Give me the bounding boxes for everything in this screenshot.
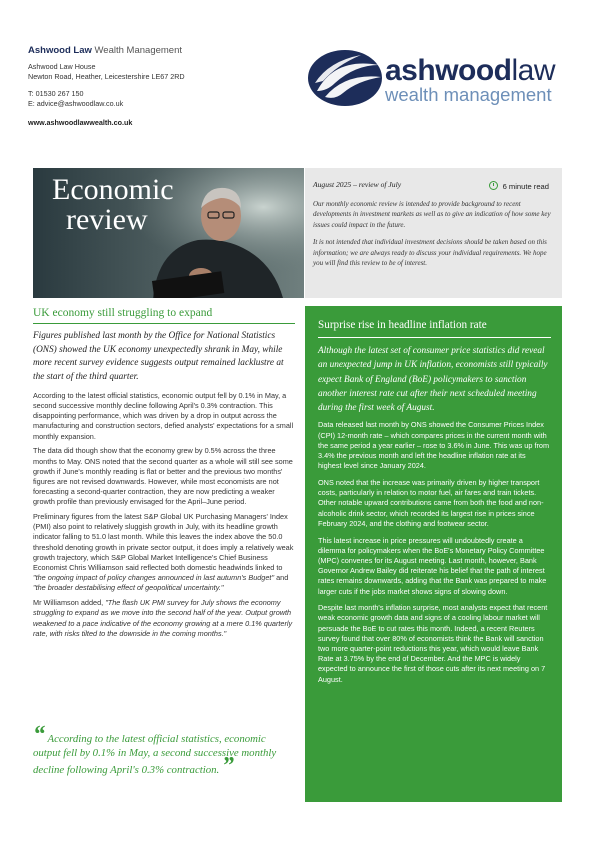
- left-paragraph-2: The data did though show that the economy grew by 0.5% across the three months to May. ONS noted that the second quarter as a whole will still see some growth if June's monthly reading is flat or better and the previous two months' figures are not revised downwards. However, while most economists are not forecasting a second-quarter contraction, they are now predicting a weaker growth profile than previously envisaged for the April–June period.: [33, 446, 293, 507]
- logo-wordmark: [385, 56, 555, 105]
- right-paragraph-2: ONS noted that the increase was primarily driven by higher transport costs, particularly in relation to motor fuel, air fares and train tickets. Other notable upward contributions came from both the food and non-alcoholic drink sector, which recorded its largest rise in prices since February 2024, and the clothing and footwear sector.: [318, 478, 544, 528]
- intro-text: [313, 199, 556, 275]
- left-p3-quote-2: "the broader destabilising effect of geopolitical uncertainty.": [33, 583, 224, 593]
- right-paragraph-3: This latest increase in price pressures will undoubtedly create a dilemma for policymakers when the BoE's Monetary Policy Committee (MPC) convenes for its August meeting. Last month, however, Bank Governor Andrew Bailey did reiterate his belief that the path of interest rates remains downwards, adding that the Bank was prepared to make larger cuts if the jobs market shows signs of slowing down.: [318, 535, 547, 596]
- open-quote-icon: “: [33, 722, 45, 748]
- firm-name: [28, 44, 298, 57]
- left-article: [33, 306, 295, 643]
- close-quote-icon: ”: [221, 752, 234, 779]
- left-paragraph-4: [33, 598, 295, 639]
- left-p3-text-a: Preliminary figures from the latest S&P Global UK Purchasing Managers' Index (PMI) also point to relatively sluggish growth in July, with its headline growth indicator falling to 51.0 last month. While this leaves the index above the 50.0 threshold denoting growth in private sector output, it does imply a relatively weak growth trajectory, which S&P Global Market Intelligence's Chief Business Economist Chris Williamson said reflected both domestic headwinds linked to: [33, 512, 294, 573]
- pull-quote-text: According to the latest official statistics, economic output fell by 0.1% in May, a second successive monthly decline following April's 0.3% contraction.: [33, 733, 277, 776]
- right-paragraph-4: Despite last month's inflation surprise, most analysts expect that recent weak economic growth data and signs of a cooling labour market will persuade the BoE to cut rates this month. Indeed, a recent Reuters survey found that over 80% of economists think the Bank will sanction two more quarter-point reductions this year, which would leave Bank Rate at 3.75% by the end of December. And the MPC is widely expected to announce the first of those cuts after its next meeting on 7 August.: [318, 603, 548, 684]
- firm-name-light: Wealth Management: [94, 45, 183, 56]
- hero-title-line-2: review: [66, 203, 148, 236]
- right-article: [318, 318, 551, 691]
- firm-name-bold: Ashwood Law: [28, 45, 92, 56]
- hero-title: [52, 175, 174, 235]
- left-p4-quote: "The flash UK PMI survey for July shows the economy struggling to expand as we move into the second half of the year. Output growth weakened to a pace indicative of the economy growing at a mere 0.1% quarterly rate, with risks tilted to the downside in the coming months.": [33, 598, 293, 638]
- clock-icon: [489, 181, 498, 190]
- left-article-title: UK economy still struggling to expand: [33, 307, 213, 319]
- ashwood-logo-icon: [305, 47, 385, 109]
- left-p3-text-b: and: [274, 573, 289, 583]
- logo-main-bold: ashwood: [385, 54, 512, 87]
- read-time-label: 6 minute read: [502, 182, 549, 191]
- address-line-1: Ashwood Law House: [28, 62, 96, 71]
- website-link[interactable]: www.ashwoodlawwealth.co.uk: [28, 118, 133, 127]
- right-title-rule: [318, 337, 551, 338]
- left-p4-text: Mr Williamson added,: [33, 598, 106, 608]
- address-line-2: Newton Road, Heather, Leicestershire LE67 2RD: [28, 72, 185, 81]
- right-paragraph-1: Data released last month by ONS showed the Consumer Prices Index (CPI) 12-month rate – which compares prices in the current month with the same period a year earlier – rose to 3.6% in June. This was up from 3.4% the previous month and left the headline inflation rate at its highest level since January 2024.: [318, 420, 550, 471]
- intro-header: [313, 180, 557, 189]
- contact-block: [28, 44, 298, 128]
- intro-paragraph-1: Our monthly economic review is intended to provide background to recent developments in investment markets as well as to give an indication of how some key issues could impact in the future.: [313, 200, 551, 229]
- right-article-lead: Although the latest set of consumer price statistics did reveal an unexpected jump in UK inflation, economists still typically expect Bank of England (BoE) policymakers to sanction another interest rate cut after their next scheduled meeting during the first week of August.: [318, 346, 548, 414]
- left-paragraph-3: [33, 512, 295, 594]
- logo-subtitle: wealth management: [385, 84, 552, 105]
- read-time: [489, 180, 549, 191]
- logo-main-light: law: [511, 54, 556, 87]
- left-paragraph-1: According to the latest official statistics, economic output fell by 0.1% in May, a second successive monthly decline following April's 0.3% contraction. This disappointing performance, which was driven by a drop in output across the manufacturing and construction sectors, defied analysts' expectations for a small monthly expansion.: [33, 390, 294, 441]
- phone-number: T: 01530 267 150: [28, 89, 84, 98]
- right-article-title: Surprise rise in headline inflation rate: [318, 319, 487, 331]
- intro-paragraph-2: It is not intended that individual investment decisions should be taken based on this information; we are always ready to discuss your individual requirements. We hope you will find this review to be of interest.: [313, 238, 547, 268]
- left-article-lead: Figures published last month by the Office for National Statistics (ONS) showed the UK economy unexpectedly shrank in May, while more recent survey evidence suggests output remained lacklustre at the start of the third quarter.: [33, 331, 284, 383]
- hero-title-line-1: Economic: [52, 173, 174, 206]
- issue-date: August 2025 – review of July: [313, 180, 402, 189]
- pull-quote: [33, 722, 295, 779]
- left-p3-quote-1: "the ongoing impact of policy changes announced in last autumn's Budget": [33, 573, 275, 583]
- email-address[interactable]: E: advice@ashwoodlaw.co.uk: [28, 99, 124, 108]
- left-title-rule: [33, 323, 295, 324]
